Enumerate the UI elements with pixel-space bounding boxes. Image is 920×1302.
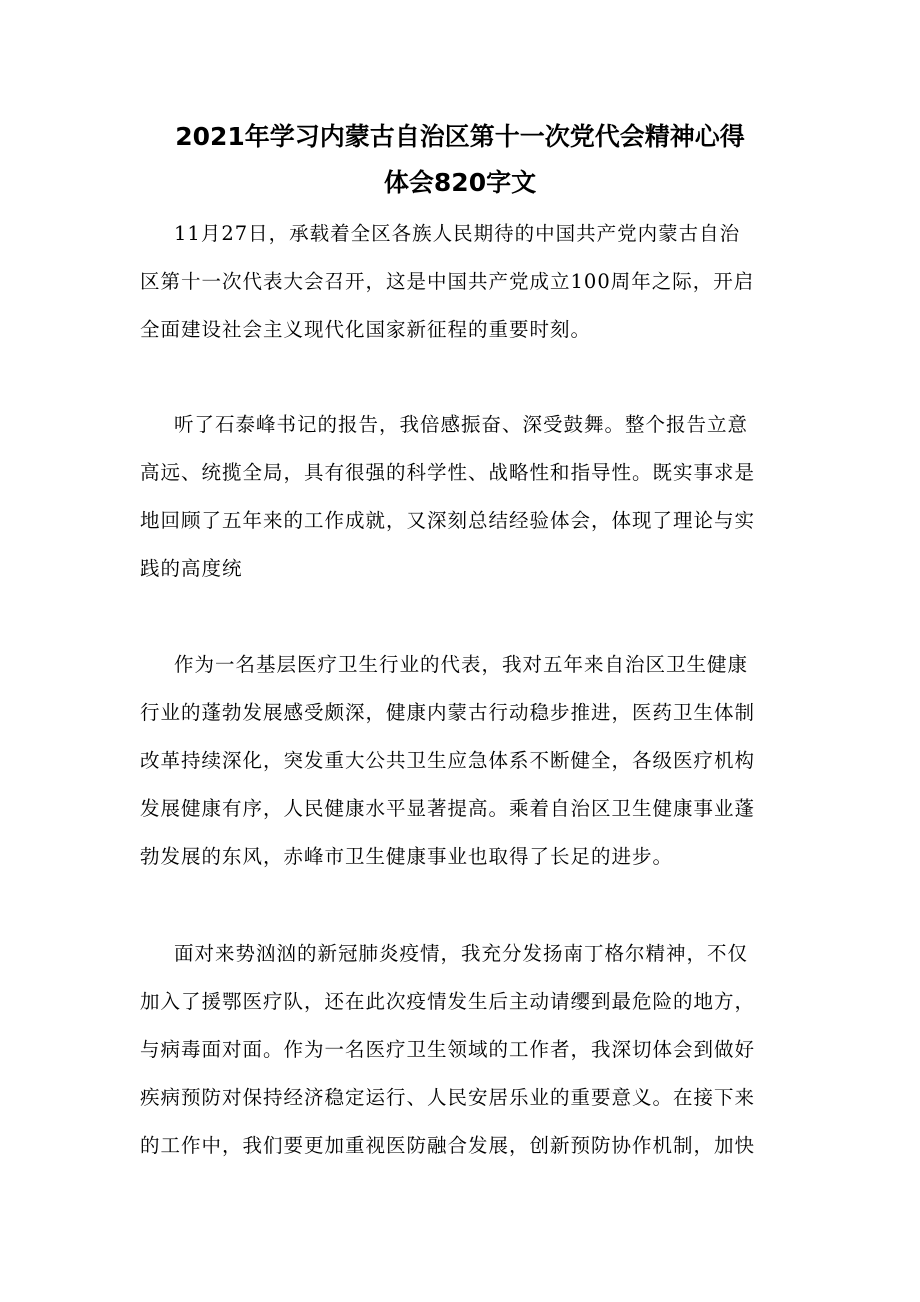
paragraph-line: 勃发展的东风，赤峰市卫生健康事业也取得了长足的进步。: [140, 845, 674, 868]
paragraph-1: [140, 210, 800, 354]
paragraph-line: 全面建设社会主义现代化国家新征程的重要时刻。: [140, 318, 592, 341]
document-title: [140, 114, 780, 206]
paragraph-line: 作为一名基层医疗卫生行业的代表，我对五年来自治区卫生健康: [174, 653, 749, 676]
paragraph-line: 与病毒面对面。作为一名医疗卫生领域的工作者，我深切体会到做好: [140, 1038, 756, 1061]
paragraph-line: 高远、统揽全局，具有很强的科学性、战略性和指导性。既实事求是: [140, 461, 756, 484]
paragraph-3: [140, 641, 800, 881]
paragraph-line: 践的高度统: [140, 557, 243, 580]
paragraph-line: 疾病预防对保持经济稳定运行、人民安居乐业的重要意义。在接下来: [140, 1086, 756, 1109]
title-line: 体会820字文: [383, 168, 537, 197]
paragraph-4: [140, 930, 800, 1170]
paragraph-line: 发展健康有序，人民健康水平显著提高。乘着自治区卫生健康事业蓬: [140, 797, 756, 820]
title-line: 2021年学习内蒙古自治区第十一次党代会精神心得: [175, 122, 745, 151]
paragraph-line: 行业的蓬勃发展感受颇深，健康内蒙古行动稳步推进，医药卫生体制: [140, 701, 756, 724]
paragraph-line: 改革持续深化，突发重大公共卫生应急体系不断健全，各级医疗机构: [140, 749, 756, 772]
paragraph-line: 区第十一次代表大会召开，这是中国共产党成立100周年之际，开启: [140, 270, 755, 293]
paragraph-2: [140, 401, 800, 593]
paragraph-line: 听了石泰峰书记的报告，我倍感振奋、深受鼓舞。整个报告立意: [174, 413, 749, 436]
paragraph-line: 的工作中，我们要更加重视医防融合发展，创新预防协作机制，加快: [140, 1134, 756, 1157]
paragraph-line: 11月27日，承载着全区各族人民期待的中国共产党内蒙古自治: [174, 222, 741, 245]
paragraph-line: 地回顾了五年来的工作成就，又深刻总结经验体会，体现了理论与实: [140, 509, 756, 532]
paragraph-line: 面对来势汹汹的新冠肺炎疫情，我充分发扬南丁格尔精神，不仅: [174, 942, 749, 965]
paragraph-line: 加入了援鄂医疗队，还在此次疫情发生后主动请缨到最危险的地方，: [140, 990, 756, 1013]
